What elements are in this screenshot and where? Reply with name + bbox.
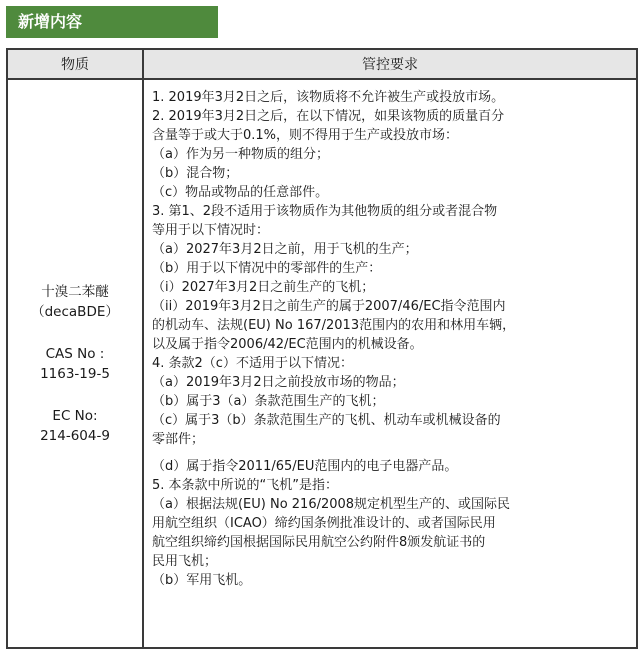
requirement-line: （b）军用飞机。	[152, 573, 252, 588]
requirement-line: 零部件；	[152, 432, 205, 447]
requirement-line: 的机动车、法规(EU) No 167/2013范围内的农用和林用车辆，	[152, 318, 516, 333]
requirement-line: 等用于以下情况时：	[152, 223, 270, 238]
section-banner	[6, 6, 218, 38]
requirement-line: （ii）2019年3月2日之前生产的属于2007/46/EC指令范围内	[152, 299, 506, 314]
requirement-line: （b）混合物；	[152, 166, 239, 181]
requirement-line: 1. 2019年3月2日之后，该物质将不允许被生产或投放市场。	[152, 90, 505, 105]
requirement-line: （a）根据法规(EU) No 216/2008规定机型生产的、或国际民	[152, 497, 511, 512]
requirements-cell	[143, 79, 637, 648]
requirement-line: （d）属于指令2011/65/EU范围内的电子电器产品。	[152, 459, 458, 474]
requirements-table	[6, 48, 638, 649]
requirement-line: 用航空组织（ICAO）缔约国条例批准设计的、或者国际民用	[152, 516, 496, 531]
requirement-line: 航空组织缔约国根据国际民用航空公约附件8颁发航证书的	[152, 535, 486, 550]
requirement-line: （b）用于以下情况中的零部件的生产：	[152, 261, 382, 276]
requirement-line: （a）作为另一种物质的组分；	[152, 147, 329, 162]
ec-label: EC No:	[52, 407, 98, 424]
requirement-line: 含量等于或大于0.1%，则不得用于生产或投放市场：	[152, 128, 459, 143]
requirement-line: （c）属于3（b）条款范围生产的飞机、机动车或机械设备的	[152, 413, 501, 428]
requirement-line: （a）2027年3月2日之前，用于飞机的生产；	[152, 242, 418, 257]
substance-cell	[7, 79, 143, 648]
requirement-line: 2. 2019年3月2日之后，在以下情况，如果该物质的质量百分	[152, 109, 505, 124]
substance-name: 十溴二苯醚	[41, 283, 109, 300]
table-row	[7, 79, 637, 648]
header-substance: 物质	[7, 49, 143, 79]
requirement-line: 5. 本条款中所说的“飞机”是指：	[152, 478, 339, 493]
requirement-line: （b）属于3（a）条款范围生产的飞机；	[152, 394, 385, 409]
cas-value: 1163-19-5	[40, 365, 110, 382]
requirement-line: （c）物品或物品的任意部件。	[152, 185, 329, 200]
table-header-row	[7, 49, 637, 79]
requirement-line: 3. 第1、2段不适用于该物质作为其他物质的组分或者混合物	[152, 204, 498, 219]
requirement-line: （i）2027年3月2日之前生产的飞机；	[152, 280, 375, 295]
requirement-line: （a）2019年3月2日之前投放市场的物品；	[152, 375, 405, 390]
cas-label: CAS No :	[45, 345, 105, 362]
header-requirements: 管控要求	[143, 49, 637, 79]
ec-value: 214-604-9	[40, 427, 110, 444]
substance-abbr: （decaBDE）	[31, 303, 119, 320]
requirement-line: 民用飞机；	[152, 554, 218, 569]
section-title: 新增内容	[18, 12, 83, 31]
requirement-line: 4. 条款2（c）不适用于以下情况：	[152, 356, 353, 371]
requirement-line: 以及属于指令2006/42/EC范围内的机械设备。	[152, 337, 423, 352]
